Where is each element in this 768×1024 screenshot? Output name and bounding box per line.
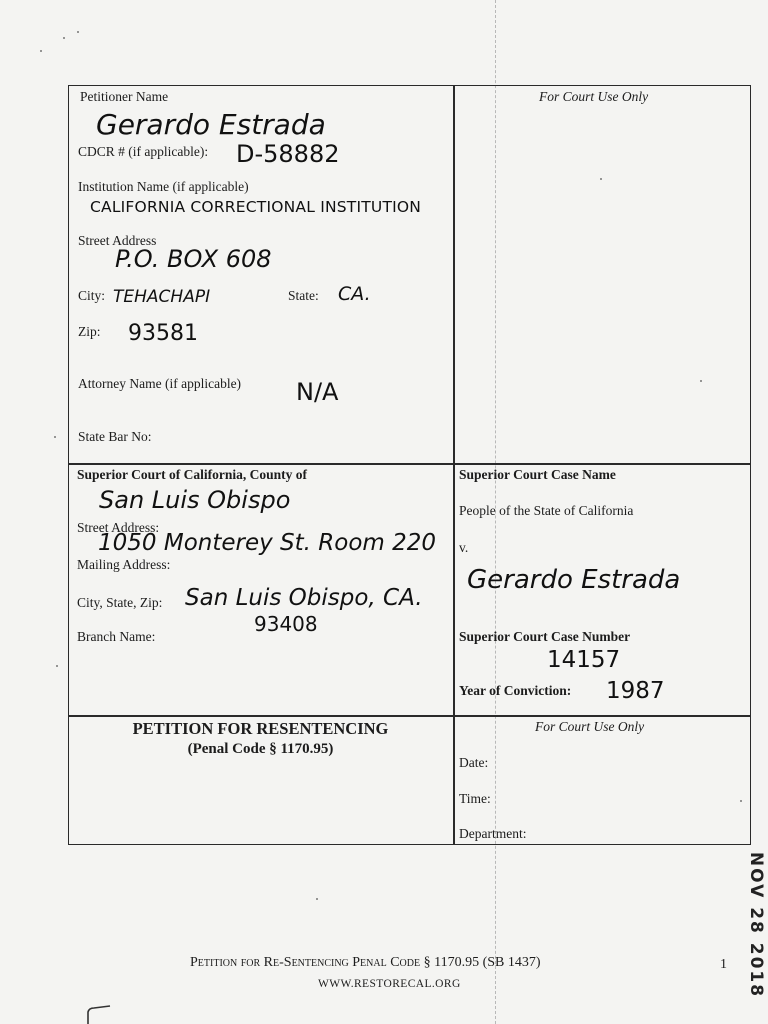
city-state-zip-value: San Luis Obispo, CA. xyxy=(185,585,423,611)
court-use-box-top xyxy=(453,85,751,465)
city-label: City: xyxy=(78,288,106,303)
city-value: TEHACHAPI xyxy=(113,287,211,307)
footer-website: WWW.RESTORECAL.ORG xyxy=(318,978,461,990)
scan-speck xyxy=(316,898,318,900)
scan-speck xyxy=(740,800,742,802)
institution-label: Institution Name (if applicable) xyxy=(78,179,249,194)
petition-title: PETITION FOR RESENTENCING xyxy=(132,719,389,738)
received-date-stamp: NOV 28 2018 xyxy=(746,851,766,999)
state-bar-label: State Bar No: xyxy=(78,429,152,444)
attorney-name-label: Attorney Name (if applicable) xyxy=(78,376,242,391)
court-use-only-top: For Court Use Only xyxy=(539,89,649,104)
street-address-value: P.O. BOX 608 xyxy=(115,245,272,273)
scan-speck xyxy=(77,31,79,33)
superior-court-county-label: Superior Court of California, County of xyxy=(77,467,308,482)
year-of-conviction-value: 1987 xyxy=(606,678,665,704)
date-label: Date: xyxy=(459,755,489,770)
case-number-value: 14157 xyxy=(547,647,621,673)
state-value: CA. xyxy=(338,283,371,305)
case-number-label: Superior Court Case Number xyxy=(459,629,631,644)
mailing-address-label: Mailing Address: xyxy=(77,557,171,572)
cdcr-value: D-58882 xyxy=(236,140,340,168)
court-use-only-bottom: For Court Use Only xyxy=(535,719,645,734)
year-of-conviction-label: Year of Conviction: xyxy=(459,683,572,698)
cdcr-label: CDCR # (if applicable): xyxy=(78,144,209,159)
time-label: Time: xyxy=(459,791,491,806)
attorney-name-value: N/A xyxy=(296,378,339,406)
city-state-zip-label: City, State, Zip: xyxy=(77,595,163,610)
court-street-value: 1050 Monterey St. Room 220 xyxy=(98,530,437,556)
department-label: Department: xyxy=(459,826,527,841)
page-number: 1 xyxy=(720,957,727,972)
scan-speck xyxy=(63,37,65,39)
people-label: People of the State of California xyxy=(459,503,634,518)
petitioner-name-label: Petitioner Name xyxy=(80,89,169,104)
scan-speck xyxy=(40,50,42,52)
branch-name-label: Branch Name: xyxy=(77,629,156,644)
scan-speck xyxy=(54,436,56,438)
petition-subtitle: (Penal Code § 1170.95) xyxy=(187,741,334,757)
scan-speck xyxy=(600,178,602,180)
state-label: State: xyxy=(288,288,319,303)
court-street-label: Street Address: xyxy=(77,520,160,535)
defendant-name-value: Gerardo Estrada xyxy=(467,565,681,595)
scan-speck xyxy=(56,665,58,667)
scan-speck xyxy=(700,380,702,382)
petitioner-name-value: Gerardo Estrada xyxy=(96,108,326,141)
case-name-label: Superior Court Case Name xyxy=(459,467,616,482)
footer-title: Petition for Re-Sentencing Penal Code § 1170.95 (SB 1437) xyxy=(190,955,541,970)
scan-corner-mark xyxy=(84,1004,114,1024)
court-zip-value: 93408 xyxy=(254,612,318,636)
zip-value: 93581 xyxy=(128,321,198,346)
street-address-label: Street Address xyxy=(78,233,157,248)
institution-value: CALIFORNIA CORRECTIONAL INSTITUTION xyxy=(90,198,422,216)
zip-label: Zip: xyxy=(78,324,101,339)
versus-label: v. xyxy=(459,540,469,555)
county-value: San Luis Obispo xyxy=(99,486,291,514)
